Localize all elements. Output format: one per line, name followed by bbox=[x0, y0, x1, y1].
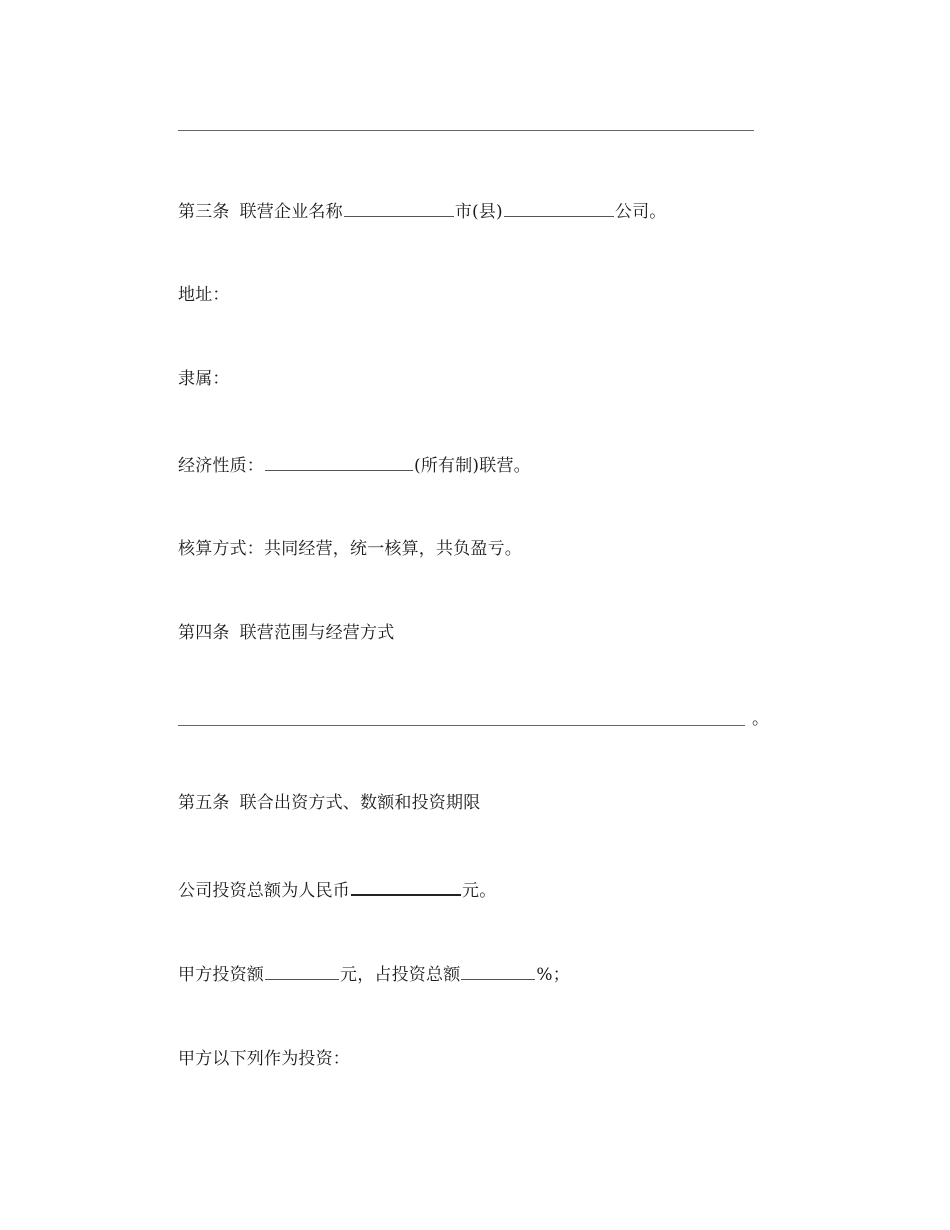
party-a-items-line bbox=[178, 1048, 350, 1070]
article3-city: 市(县) bbox=[454, 202, 503, 222]
article4-heading: 第四条 bbox=[178, 623, 230, 643]
nature-suffix: (所有制)联营。 bbox=[414, 456, 531, 476]
article3-line bbox=[178, 200, 667, 223]
total-investment-blank[interactable] bbox=[351, 878, 461, 896]
affiliation-line bbox=[178, 368, 230, 390]
party-a-percent-blank[interactable] bbox=[461, 963, 535, 980]
enterprise-name-blank[interactable] bbox=[344, 200, 454, 217]
party-a-amount-suffix: %； bbox=[536, 965, 570, 985]
accounting-line bbox=[178, 538, 522, 560]
nature-line bbox=[178, 454, 531, 477]
article3-label: 联营企业名称 bbox=[239, 202, 343, 222]
affiliation-label: 隶属： bbox=[178, 369, 230, 389]
accounting-text: 核算方式：共同经营，统一核算，共负盈亏。 bbox=[178, 539, 522, 559]
nature-label: 经济性质： bbox=[178, 456, 264, 476]
scope-end-mark: 。 bbox=[752, 709, 769, 729]
scope-blank-rule[interactable] bbox=[178, 725, 745, 726]
party-a-amount-blank[interactable] bbox=[265, 963, 339, 980]
article5-heading: 第五条 bbox=[178, 793, 230, 813]
article5-line bbox=[178, 792, 480, 814]
party-a-amount-line bbox=[178, 963, 570, 986]
party-a-amount-middle: 元，占投资总额 bbox=[340, 965, 461, 985]
total-investment-line bbox=[178, 878, 496, 902]
total-investment-suffix: 元。 bbox=[462, 881, 497, 901]
article4-title: 联营范围与经营方式 bbox=[239, 623, 395, 643]
article4-line bbox=[178, 622, 394, 644]
total-investment-prefix: 公司投资总额为人民币 bbox=[178, 881, 350, 901]
article3-heading: 第三条 bbox=[178, 202, 230, 222]
ownership-blank[interactable] bbox=[265, 454, 413, 471]
article3-company: 公司。 bbox=[614, 202, 667, 222]
article5-title: 联合出资方式、数额和投资期限 bbox=[239, 793, 481, 813]
party-a-amount-prefix: 甲方投资额 bbox=[178, 965, 264, 985]
county-name-blank[interactable] bbox=[504, 200, 614, 217]
address-line bbox=[178, 284, 230, 306]
party-a-items-text: 甲方以下列作为投资： bbox=[178, 1049, 350, 1069]
top-rule bbox=[178, 130, 754, 131]
address-label: 地址： bbox=[178, 285, 230, 305]
